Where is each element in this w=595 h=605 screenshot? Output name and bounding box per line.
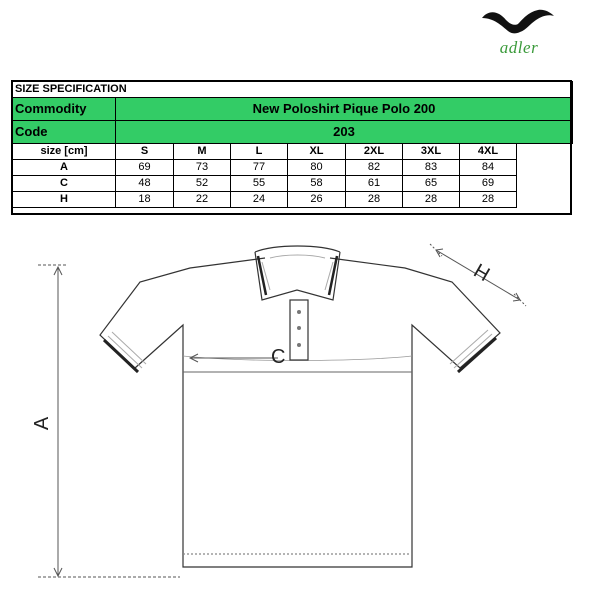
- size-header-row: [13, 144, 573, 160]
- table-cell: 52: [174, 176, 231, 192]
- table-cell: 26: [288, 192, 346, 208]
- table-cell: 28: [403, 192, 460, 208]
- size-col-header: M: [174, 144, 231, 160]
- brand-logo: [474, 4, 558, 66]
- dimension-label-h: H: [469, 259, 494, 287]
- row-label: C: [13, 176, 116, 192]
- brand-name: adler: [499, 38, 539, 57]
- table-cell: 65: [403, 176, 460, 192]
- table-cell: 73: [174, 160, 231, 176]
- commodity-value: New Poloshirt Pique Polo 200: [116, 98, 573, 121]
- row-label: A: [13, 160, 116, 176]
- table-cell: 22: [174, 192, 231, 208]
- size-col-header: 4XL: [460, 144, 517, 160]
- table-cell: 83: [403, 160, 460, 176]
- table-cell: 82: [346, 160, 403, 176]
- table-row: [13, 160, 573, 176]
- table-cell: 77: [231, 160, 288, 176]
- table-title: SIZE SPECIFICATION: [13, 82, 573, 98]
- size-col-header: 2XL: [346, 144, 403, 160]
- commodity-row: [13, 98, 573, 121]
- table-cell: 55: [231, 176, 288, 192]
- table-row: [13, 192, 573, 208]
- table-cell: 28: [460, 192, 517, 208]
- size-col-header: L: [231, 144, 288, 160]
- table-cell: 69: [116, 160, 174, 176]
- table-cell: 18: [116, 192, 174, 208]
- size-header: size [cm]: [13, 144, 116, 160]
- table-cell: 48: [116, 176, 174, 192]
- table-cell: 58: [288, 176, 346, 192]
- table-cell: 84: [460, 160, 517, 176]
- size-col-header: 3XL: [403, 144, 460, 160]
- code-row: [13, 121, 573, 144]
- dimension-label-a: A: [31, 416, 54, 431]
- table-row: [13, 176, 573, 192]
- size-specification-table: [12, 81, 573, 208]
- code-value: 203: [116, 121, 573, 144]
- polo-shirt-diagram: [0, 222, 595, 600]
- table-cell: 24: [231, 192, 288, 208]
- table-cell: 80: [288, 160, 346, 176]
- commodity-label: Commodity: [13, 98, 116, 121]
- size-col-header: XL: [288, 144, 346, 160]
- row-label: H: [13, 192, 116, 208]
- code-label: Code: [13, 121, 116, 144]
- table-cell: 61: [346, 176, 403, 192]
- title-row: [13, 82, 573, 98]
- size-col-header: S: [116, 144, 174, 160]
- table-cell: 69: [460, 176, 517, 192]
- table-cell: 28: [346, 192, 403, 208]
- polo-shirt-drawing: [0, 222, 595, 600]
- dimension-label-c: C: [271, 346, 286, 368]
